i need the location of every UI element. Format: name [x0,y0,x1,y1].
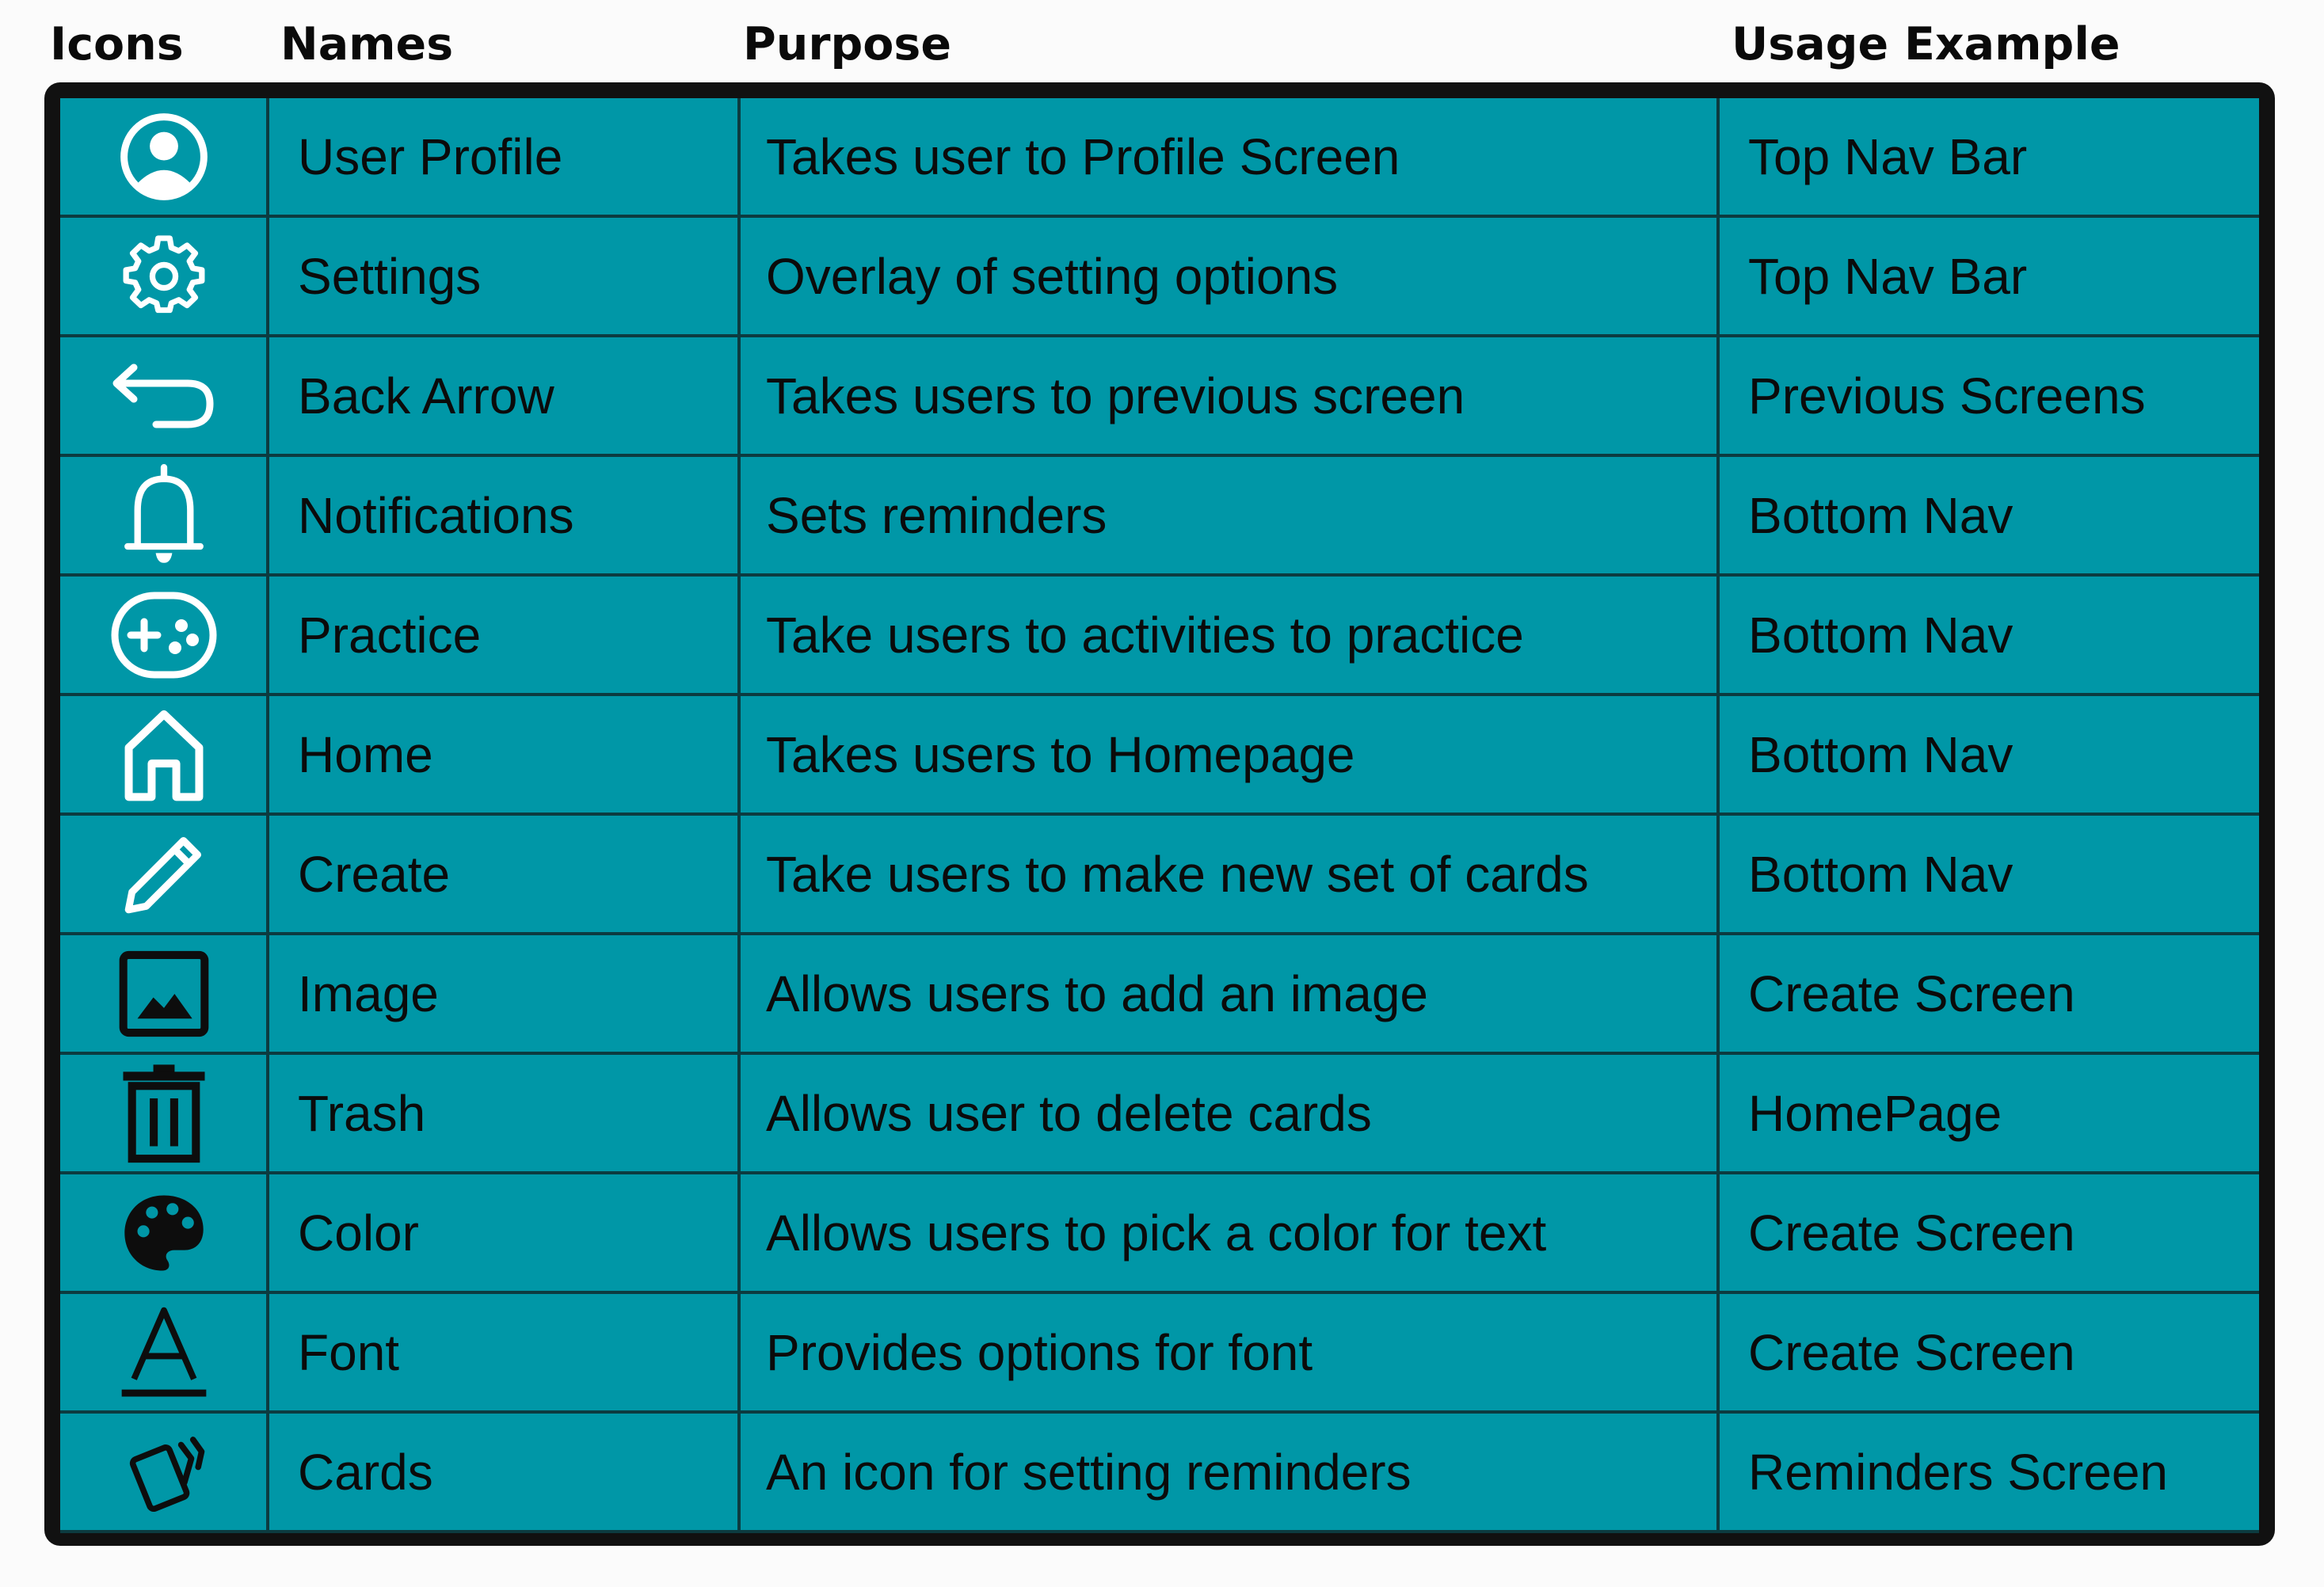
row-usage: Create Screen [1748,965,2075,1022]
row-purpose: Takes user to Profile Screen [766,127,1400,185]
row-purpose: Overlay of setting options [766,247,1339,305]
table-row [60,577,2259,696]
table-row [60,218,2259,337]
trash-icon [60,1055,268,1171]
header-usage-example: Usage Example [1732,18,2120,70]
row-name: Back Arrow [298,367,554,424]
row-usage: Bottom Nav [1748,606,2013,664]
table-row [60,1055,2259,1174]
table-row [60,696,2259,816]
row-usage: Reminders Screen [1748,1443,2168,1501]
header-names: Names [280,18,454,70]
table-row [60,816,2259,935]
header-icons: Icons [50,18,184,70]
row-purpose: An icon for setting reminders [766,1443,1412,1501]
row-purpose: Take users to activities to practice [766,606,1524,664]
row-name: Notifications [298,486,574,544]
row-usage: Top Nav Bar [1748,247,2028,305]
row-name: Home [298,725,433,783]
settings-gear-icon [60,218,268,334]
row-name: Color [298,1204,419,1262]
row-name: Trash [298,1084,426,1142]
table-header-row [0,0,2324,79]
column-divider [1716,98,1720,1530]
row-usage: Bottom Nav [1748,486,2013,544]
row-name: Cards [298,1443,433,1501]
row-usage: Top Nav Bar [1748,127,2028,185]
cards-icon [60,1414,268,1530]
font-icon [60,1294,268,1410]
row-name: Practice [298,606,482,664]
icons-table [44,82,2275,1546]
user-profile-icon [60,98,268,215]
table-row [60,935,2259,1055]
pencil-icon [60,816,268,932]
image-icon [60,935,268,1052]
table-row [60,1414,2259,1533]
row-name: Font [298,1323,400,1381]
header-purpose: Purpose [743,18,952,70]
row-purpose: Provides options for font [766,1323,1313,1381]
row-usage: HomePage [1748,1084,2002,1142]
back-arrow-icon [60,337,268,454]
table-row [60,1174,2259,1294]
column-divider [737,98,741,1530]
row-purpose: Take users to make new set of cards [766,845,1589,903]
row-purpose: Allows users to pick a color for text [766,1204,1547,1262]
row-purpose: Allows users to add an image [766,965,1428,1022]
row-purpose: Takes users to Homepage [766,725,1355,783]
row-purpose: Allows user to delete cards [766,1084,1372,1142]
table-body [60,98,2259,1530]
table-row [60,1294,2259,1414]
table-row [60,457,2259,577]
row-usage: Bottom Nav [1748,725,2013,783]
table-row [60,98,2259,218]
gamepad-icon [60,577,268,693]
row-purpose: Sets reminders [766,486,1107,544]
column-divider [266,98,269,1530]
row-name: Create [298,845,451,903]
row-name: Image [298,965,439,1022]
row-usage: Bottom Nav [1748,845,2013,903]
row-purpose: Takes users to previous screen [766,367,1465,424]
row-usage: Previous Screens [1748,367,2146,424]
row-usage: Create Screen [1748,1323,2075,1381]
row-name: User Profile [298,127,563,185]
row-name: Settings [298,247,482,305]
table-row [60,337,2259,457]
home-icon [60,696,268,813]
row-usage: Create Screen [1748,1204,2075,1262]
palette-icon [60,1174,268,1291]
bell-icon [60,457,268,573]
